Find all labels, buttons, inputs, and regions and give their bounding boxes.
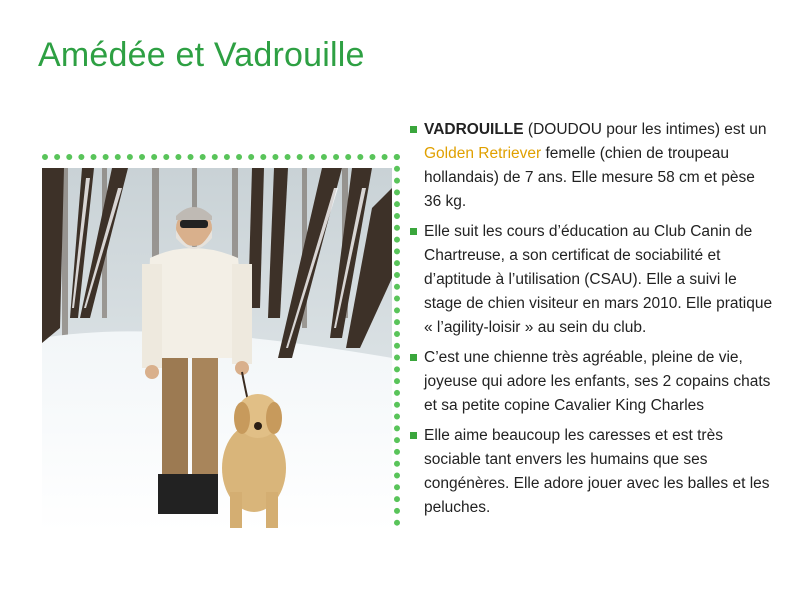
bullet-square-icon [410,126,417,133]
bullet-square-icon [410,432,417,439]
photo-frame [42,154,400,526]
bullet-3: C’est une chienne très agréable, pleine de vie, joyeuse qui adore les enfants, ses 2 copains chats et sa petite copine Cavalier King Charles [406,346,776,418]
dog-name: VADROUILLE [424,121,524,138]
bullet-1: VADROUILLE (DOUDOU pour les intimes) est un Golden Retriever femelle (chien de troupeau hollandais) de 7 ans. Elle mesure 58 cm et pèse 36 kg. [406,118,776,214]
bullet-square-icon [410,354,417,361]
page-title: Amédée et Vadrouille [38,36,365,74]
description-list [406,118,776,526]
photo-man-and-dog-in-snow [42,168,392,532]
bullet-4: Elle aime beaucoup les caresses et est très sociable tant envers les humains que ses congénères. Elle adore jouer avec les balles et les peluches. [406,424,776,520]
bullet-2: Elle suit les cours d’éducation au Club Canin de Chartreuse, a son certificat de sociabilité et d’aptitude à l’utilisation (CSAU). Elle a suivi le stage de chien visiteur en mars 2010. Elle pratique « l’agility-loisir » au sein du club. [406,220,776,340]
breed-highlight: Golden Retriever [424,145,542,162]
bullet-square-icon [410,228,417,235]
